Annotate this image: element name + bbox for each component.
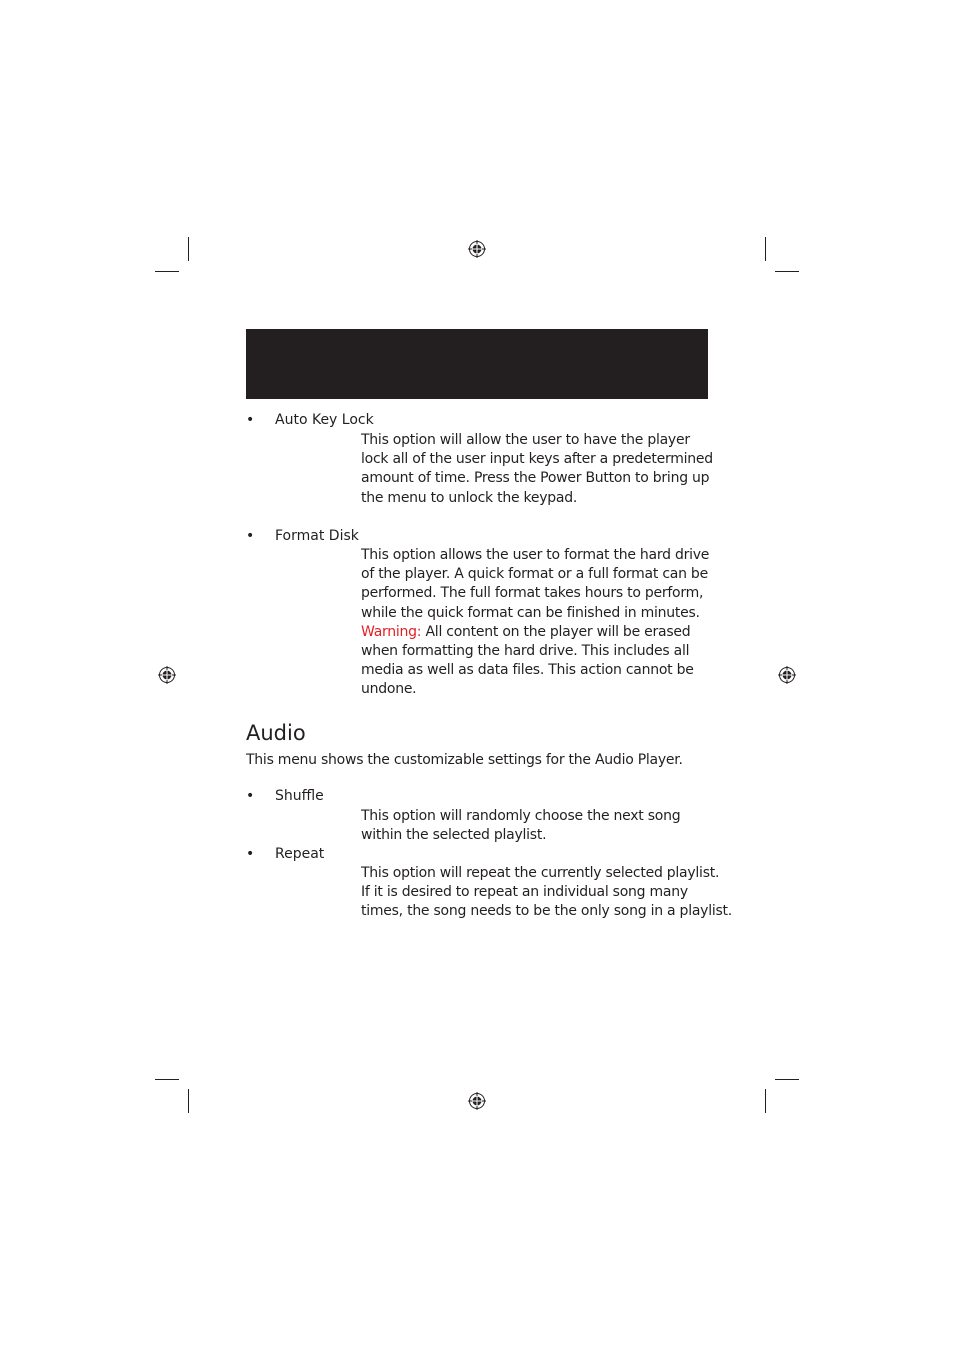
registration-mark-top-icon [468, 240, 486, 258]
description-line: media as well as data files. This action cannot be [361, 662, 694, 679]
description-line: performed. The full format takes hours to perform, [361, 585, 704, 602]
description-line: This option allows the user to format the hard drive [361, 547, 710, 563]
crop-mark-bottom-left-h [155, 1079, 179, 1080]
section-intro-audio: This menu shows the customizable settings for the Audio Player. [246, 752, 683, 768]
item-label-format-disk: Format Disk [275, 528, 359, 544]
item-description-shuffle [361, 807, 711, 845]
crop-mark-bottom-right-h [775, 1079, 799, 1080]
crop-mark-bottom-right-v [765, 1089, 766, 1113]
crop-mark-top-right-h [775, 271, 799, 272]
description-line: If it is desired to repeat an individual song many [361, 884, 688, 901]
crop-mark-bottom-left-v [188, 1089, 189, 1113]
crop-mark-top-left-v [188, 237, 189, 261]
bullet-icon: • [246, 412, 255, 428]
registration-mark-left-icon [158, 666, 176, 684]
description-line: when formatting the hard drive. This includes all [361, 643, 690, 660]
crop-mark-top-left-h [155, 271, 179, 272]
bullet-icon: • [246, 528, 255, 544]
section-title-audio: Audio [246, 721, 306, 745]
description-line: This option will allow the user to have the player [361, 432, 690, 448]
bullet-icon: • [246, 788, 255, 804]
warning-text: All content on the player will be erased [421, 623, 691, 640]
description-line: the menu to unlock the keypad. [361, 489, 578, 506]
crop-mark-top-right-v [765, 237, 766, 261]
description-line: This option will randomly choose the next song [361, 808, 681, 824]
item-description-auto-key-lock [361, 431, 711, 508]
warning-label: Warning: [361, 623, 422, 640]
description-line: of the player. A quick format or a full format can be [361, 566, 708, 583]
registration-mark-bottom-icon [468, 1092, 486, 1110]
bullet-icon: • [246, 846, 255, 862]
description-line: undone. [361, 681, 417, 698]
description-line: This option will repeat the currently selected playlist. [361, 865, 720, 881]
description-line: while the quick format can be finished in minutes. [361, 604, 700, 621]
item-label-repeat: Repeat [275, 846, 325, 862]
header-band [246, 329, 708, 399]
description-line: within the selected playlist. [361, 827, 547, 844]
description-line: times, the song needs to be the only song in a playlist. [361, 903, 732, 920]
item-label-auto-key-lock: Auto Key Lock [275, 412, 374, 428]
description-line: lock all of the user input keys after a predetermined [361, 451, 713, 468]
item-description-repeat [361, 864, 732, 922]
registration-mark-right-icon [778, 666, 796, 684]
description-line: amount of time. Press the Power Button to bring up [361, 470, 710, 487]
item-label-shuffle: Shuffle [275, 788, 324, 804]
item-description-format-disk [361, 546, 711, 700]
warning-line [361, 623, 711, 642]
